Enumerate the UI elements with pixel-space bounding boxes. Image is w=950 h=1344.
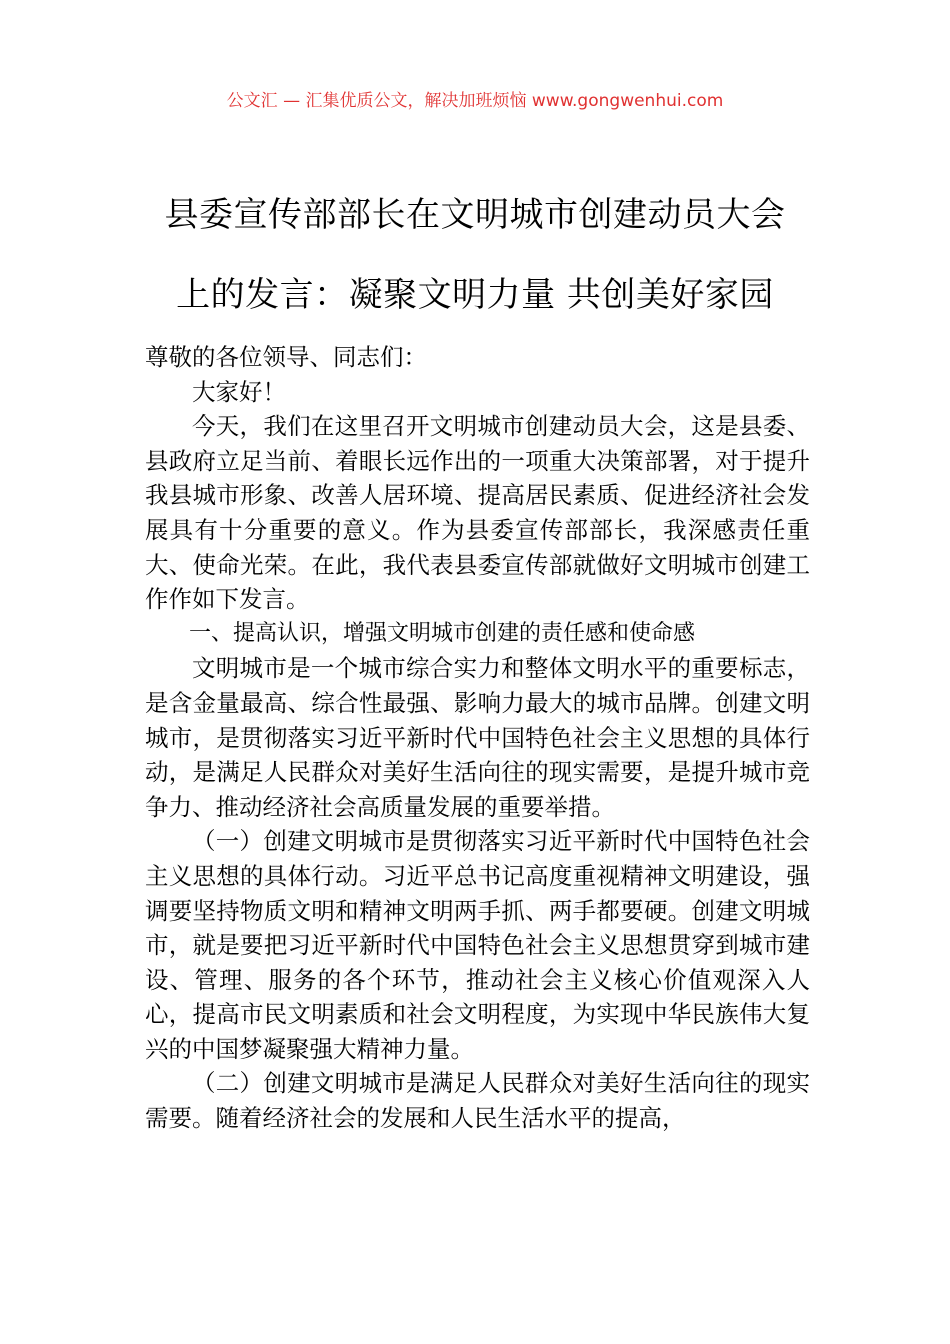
greeting: 大家好！	[192, 377, 286, 406]
document-body	[145, 340, 810, 1136]
header-banner: 公文汇 — 汇集优质公文，解决加班烦恼 www.gongwenhui.com	[226, 91, 724, 111]
paragraph-intro: 今天，我们在这里召开文明城市创建动员大会，这是县委、县政府立足当前、着眼长远作出的一项重大决策部署，对于提升我县城市形象、改善人居环境、提高居民素质、促进经济社会发展具有十分重要的意义。作为县委宣传部部长，我深感责任重大、使命光荣。在此，我代表县委宣传部就做好文明城市创建工作作如下发言。	[145, 412, 810, 614]
paragraph-subsection-1: （一）创建文明城市是贯彻落实习近平新时代中国特色社会主义思想的具体行动。习近平总书记高度重视精神文明建设，强调要坚持物质文明和精神文明两手抓、两手都要硬。创建文明城市，就是要把习近平新时代中国特色社会主义思想贯穿到城市建设、管理、服务的各个环节，推动社会主义核心价值观深入人心，提高市民文明素质和社会文明程度，为实现中华民族伟大复兴的中国梦凝聚强大精神力量。	[145, 827, 810, 1063]
section-heading-1: 一、提高认识，增强文明城市创建的责任感和使命感	[189, 620, 696, 646]
paragraph-subsection-2: （二）创建文明城市是满足人民群众对美好生活向往的现实需要。随着经济社会的发展和人民生活水平的提高，	[145, 1069, 810, 1133]
title-line-1: 县委宣传部部长在文明城市创建动员大会	[164, 195, 786, 235]
title-line-2: 上的发言：凝聚文明力量 共创美好家园	[176, 275, 774, 315]
salutation: 尊敬的各位领导、同志们：	[145, 343, 427, 371]
paragraph-section-1: 文明城市是一个城市综合实力和整体文明水平的重要标志，是含金量最高、综合性最强、影响力最大的城市品牌。创建文明城市，是贯彻落实习近平新时代中国特色社会主义思想的具体行动，是满足人民群众对美好生活向往的现实需要，是提升城市竞争力、推动经济社会高质量发展的重要举措。	[145, 654, 810, 821]
document-title	[0, 175, 950, 335]
